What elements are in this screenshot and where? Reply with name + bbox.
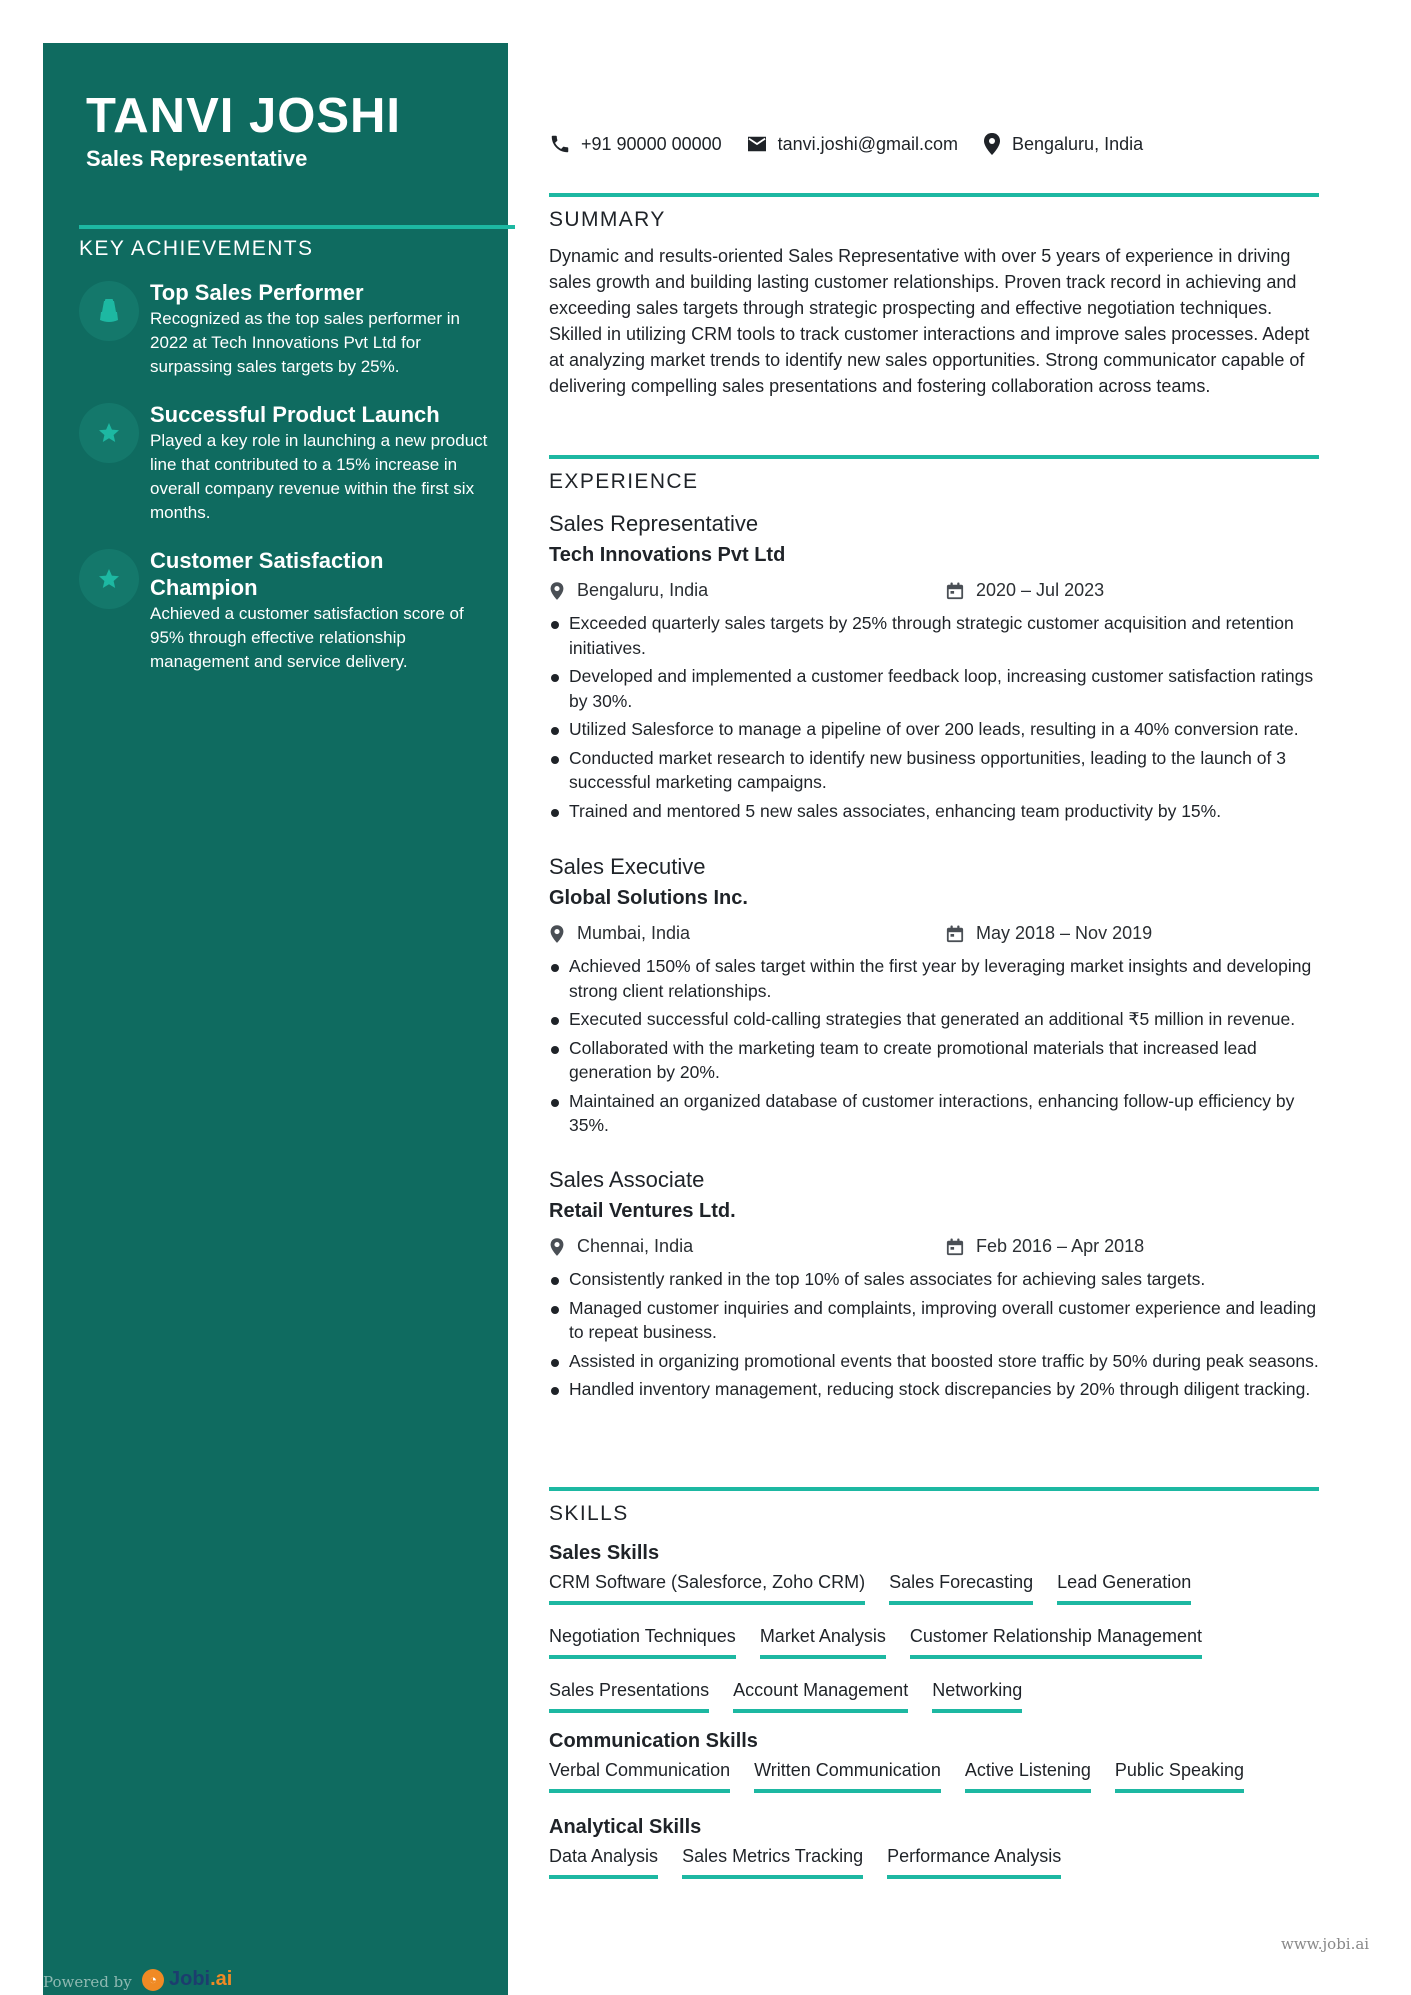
phone-text: +91 90000 00000 [581, 133, 722, 154]
job-bullets [549, 611, 1319, 823]
job-entry [549, 510, 1319, 827]
location-text: Bengaluru, India [1012, 133, 1144, 154]
contact-email[interactable] [746, 134, 958, 155]
skill-group-title: Sales Skills [549, 1542, 660, 1564]
medal-icon [79, 281, 139, 341]
list-item: Managed customer inquiries and complaints, improving overall customer experience and leading to repeat business. [549, 1296, 1319, 1345]
list-item: Developed and implemented a customer feedback loop, increasing customer satisfaction ratings by 30%. [549, 664, 1319, 713]
job-location: Mumbai, India [549, 923, 690, 944]
jobi-logo[interactable] [142, 1968, 232, 1991]
email-text: tanvi.joshi@gmail.com [777, 133, 958, 154]
achievement-title: Top Sales Performer [150, 280, 364, 305]
job-dates: May 2018 – Nov 2019 [946, 923, 1152, 944]
skill-tag: Performance Analysis [887, 1843, 1061, 1879]
job-company: Retail Ventures Ltd. [549, 1200, 736, 1222]
calendar-icon [946, 925, 964, 943]
contact-location [982, 132, 1143, 156]
powered-by-label: Powered by [43, 1973, 132, 1991]
job-entry [549, 853, 1319, 1142]
achievement-title: Successful Product Launch [150, 402, 440, 427]
star-icon [79, 549, 139, 609]
contact-row [549, 130, 1167, 158]
job-company: Global Solutions Inc. [549, 887, 748, 909]
job-title: Sales Executive [549, 854, 706, 879]
candidate-title: Sales Representative [86, 146, 308, 171]
summary-text: Dynamic and results-oriented Sales Representative with over 5 years of experience in driving sales growth and building lasting customer relationships. Proven track record in achieving and exceeding sales targets through strategic prospecting and effective negotiation techniques. Skilled in utilizing CRM tools to track customer interactions and improve sales processes. Adept at analyzing market trends to identify new sales opportunities. Strong communicator capable of delivering compelling sales presentations and fostering collaboration across teams. [549, 246, 1310, 396]
skill-tag: CRM Software (Salesforce, Zoho CRM) [549, 1569, 865, 1605]
brand-suffix: .ai [210, 1968, 233, 1990]
jobi-logo-icon: ◔ [142, 1969, 164, 1991]
job-title: Sales Associate [549, 1167, 705, 1192]
list-item: Conducted market research to identify new business opportunities, leading to the launch of 3 successful marketing campaigns. [549, 746, 1319, 795]
skill-tag: Public Speaking [1115, 1757, 1244, 1793]
list-item: Achieved 150% of sales target within the first year by leveraging market insights and developing strong client relationships. [549, 954, 1319, 1003]
job-dates: 2020 – Jul 2023 [946, 580, 1104, 601]
skill-tag: Customer Relationship Management [910, 1623, 1202, 1659]
job-title: Sales Representative [549, 511, 759, 536]
brand-main: Jobi [169, 1968, 211, 1990]
skill-tag: Networking [932, 1677, 1022, 1713]
skill-group [549, 1728, 1319, 1811]
skill-tag: Active Listening [965, 1757, 1091, 1793]
skill-tag: Negotiation Techniques [549, 1623, 736, 1659]
achievement-description: Achieved a customer satisfaction score of 95% through effective relationship management and service delivery. [150, 604, 464, 671]
website-link[interactable]: www.jobi.ai [1281, 1935, 1370, 1953]
skill-tag: Sales Presentations [549, 1677, 709, 1713]
list-item: Handled inventory management, reducing stock discrepancies by 20% through diligent tracking. [549, 1377, 1319, 1402]
achievements-heading: KEY ACHIEVEMENTS [79, 225, 515, 263]
skills-heading: SKILLS [549, 1487, 1319, 1527]
phone-icon [549, 133, 571, 155]
job-bullets [549, 1267, 1319, 1402]
list-item: Trained and mentored 5 new sales associates, enhancing team productivity by 15%. [549, 799, 1319, 824]
skill-group-title: Analytical Skills [549, 1816, 702, 1838]
skill-tag: Verbal Communication [549, 1757, 730, 1793]
calendar-icon [946, 1238, 964, 1256]
list-item: Consistently ranked in the top 10% of sales associates for achieving sales targets. [549, 1267, 1319, 1292]
achievement-description: Played a key role in launching a new product line that contributed to a 15% increase in overall company revenue within the first six months. [150, 431, 488, 522]
list-item: Utilized Salesforce to manage a pipeline of over 200 leads, resulting in a 40% conversion rate. [549, 717, 1319, 742]
skill-group [549, 1540, 1319, 1731]
location-pin-icon [982, 132, 1002, 156]
achievement-title: Customer Satisfaction Champion [150, 548, 384, 600]
job-company: Tech Innovations Pvt Ltd [549, 544, 786, 566]
skill-tag: Data Analysis [549, 1843, 658, 1879]
skill-tag: Market Analysis [760, 1623, 886, 1659]
skill-group [549, 1814, 1319, 1897]
achievement-description: Recognized as the top sales performer in 2022 at Tech Innovations Pvt Ltd for surpassing sales targets by 25%. [150, 309, 460, 376]
list-item: Executed successful cold-calling strategies that generated an additional ₹5 million in revenue. [549, 1007, 1319, 1032]
sidebar [43, 43, 508, 1995]
candidate-name: TANVI JOSHI [86, 89, 402, 143]
location-pin-icon [549, 1237, 565, 1257]
location-pin-icon [549, 581, 565, 601]
job-entry [549, 1166, 1319, 1406]
skill-tag: Lead Generation [1057, 1569, 1191, 1605]
job-location: Bengaluru, India [549, 580, 708, 601]
summary-heading: SUMMARY [549, 193, 1319, 233]
job-dates: Feb 2016 – Apr 2018 [946, 1236, 1144, 1257]
list-item: Collaborated with the marketing team to create promotional materials that increased lead generation by 20%. [549, 1036, 1319, 1085]
contact-phone[interactable] [549, 133, 722, 155]
skill-group-title: Communication Skills [549, 1730, 758, 1752]
star-icon [79, 403, 139, 463]
job-location: Chennai, India [549, 1236, 693, 1257]
mail-icon [746, 135, 768, 153]
skill-tag: Written Communication [754, 1757, 941, 1793]
experience-heading: EXPERIENCE [549, 455, 1319, 495]
skill-tag: Sales Metrics Tracking [682, 1843, 863, 1879]
list-item: Assisted in organizing promotional events that boosted store traffic by 50% during peak seasons. [549, 1349, 1319, 1374]
location-pin-icon [549, 924, 565, 944]
job-bullets [549, 954, 1319, 1138]
skill-tag: Sales Forecasting [889, 1569, 1033, 1605]
list-item: Maintained an organized database of customer interactions, enhancing follow-up efficiency by 35%. [549, 1089, 1319, 1138]
list-item: Exceeded quarterly sales targets by 25% through strategic customer acquisition and retention initiatives. [549, 611, 1319, 660]
skill-tag: Account Management [733, 1677, 908, 1713]
calendar-icon [946, 582, 964, 600]
